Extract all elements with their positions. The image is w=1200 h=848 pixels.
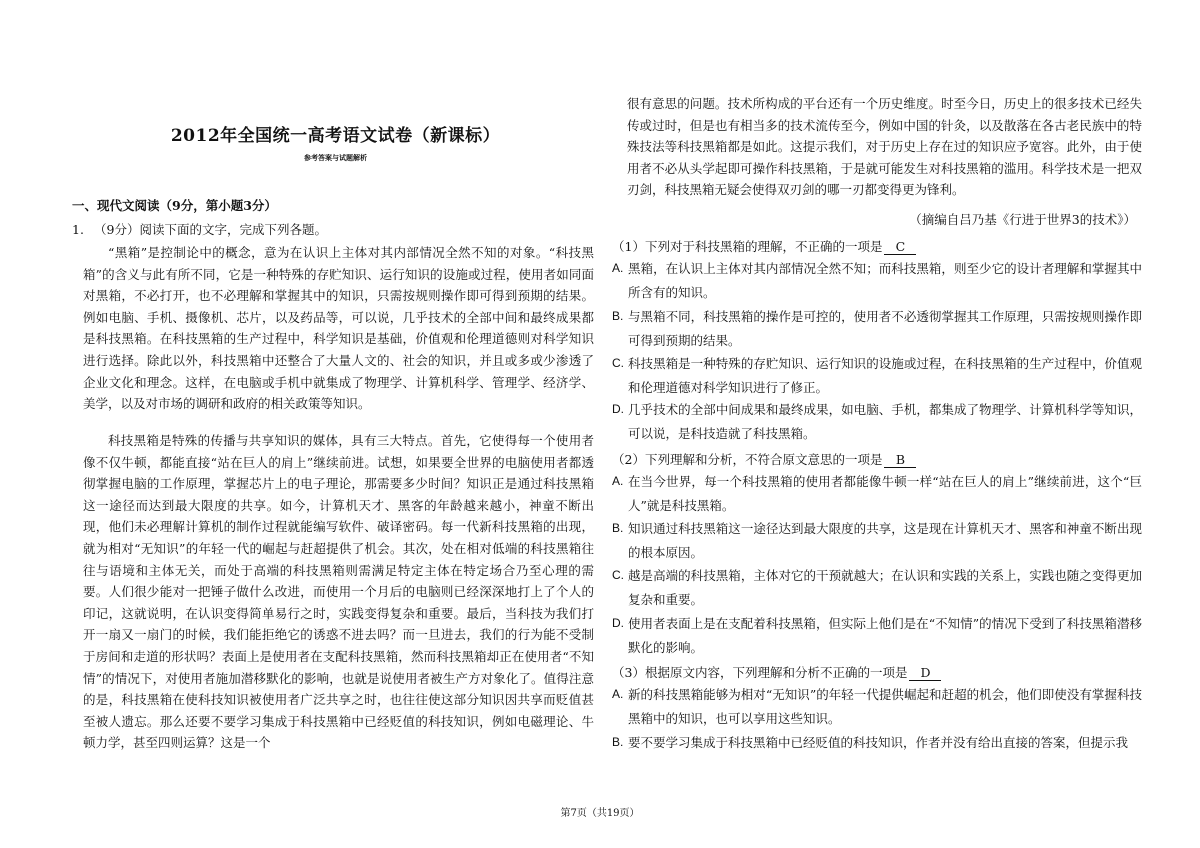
option-letter: A. [612, 261, 624, 275]
question-1-header [72, 220, 327, 238]
option-text: 几乎技术的全部中间成果和最终成果，如电脑、手机，都集成了物理学、计算机科学等知识，可以说，是科技造就了科技黑箱。 [628, 402, 1142, 441]
subquestion-1-stem [612, 237, 916, 255]
page-subtitle: 参考答案与试题解析 [304, 153, 367, 162]
page-footer: 第7页（共19页） [560, 808, 640, 819]
option-c [612, 352, 1142, 399]
option-letter: D. [612, 616, 624, 630]
option-a [612, 470, 1142, 517]
option-letter: B. [612, 521, 624, 535]
page-title: 2012年全国统一高考语文试卷（新课标） [170, 126, 501, 146]
option-text: 知识通过科技黑箱这一途径达到最大限度的共享，这是现在计算机天才、黑客和神童不断出现的根本原因。 [628, 521, 1142, 560]
question-number: 1. [72, 222, 84, 237]
option-text: 越是高端的科技黑箱，主体对它的干预就越大；在认识和实践的关系上，实践也随之变得更加复杂和重要。 [628, 568, 1142, 607]
option-text: 科技黑箱是一种特殊的存贮知识、运行知识的设施或过程，在科技黑箱的生产过程中，价值观和伦理道德对科学知识进行了修正。 [628, 356, 1142, 395]
option-letter: C. [612, 356, 624, 370]
option-a [612, 257, 1142, 304]
passage-source: （摘编自吕乃基《行进于世界3的技术》） [909, 212, 1136, 227]
option-text: 新的科技黑箱能够为相对“无知识”的年轻一代提供崛起和赶超的机会，他们即使没有掌握科技黑箱中的知识，也可以享用这些知识。 [628, 687, 1142, 726]
passage-paragraph-1: “黑箱”是控制论中的概念，意为在认识上主体对其内部情况全然不知的对象。“科技黑箱”的含义与此有所不同，它是一种特殊的存贮知识、运行知识的设施或过程，使用者如同面对黑箱，不必打开，也不必理解和掌握其中的知识，只需按规则操作即可得到预期的结果。例如电脑、手机、摄像机、芯片，以及药品等，可以说，几乎技术的全部中间和最终成果都是科技黑箱。在科技黑箱的生产过程中，科学知识是基础，价值观和伦理道德则对科学知识进行选择。除此以外，科技黑箱中还整合了大量人文的、社会的知识，并且或多或少渗透了企业文化和理念。这样，在电脑或手机中就集成了物理学、计算机科学、管理学、经济学、美学，以及对市场的调研和政府的相关政策等知识。 [83, 245, 594, 412]
option-letter: A. [612, 474, 624, 488]
option-a [612, 683, 1142, 730]
option-text: 使用者表面上是在支配着科技黑箱，但实际上他们是在“不知情”的情况下受到了科技黑箱潜移默化的影响。 [628, 616, 1142, 655]
passage-paragraph-2: 科技黑箱是特殊的传播与共享知识的媒体，具有三大特点。首先，它使得每一个使用者像不仅牛顿，都能直接“站在巨人的肩上”继续前进。试想，如果要全世界的电脑使用者都透彻掌握电脑的工作原理，掌握芯片上的电子理论，那需要多少时间？知识正是通过科技黑箱这一途径而达到最大限度的共享。如今，计算机天才、黑客的年龄越来越小，神童不断出现，他们未必理解计算机的制作过程就能编写软件、破译密码。每一代新科技黑箱的出现，就为相对“无知识”的年轻一代的崛起与赶超提供了机会。其次，处在相对低端的科技黑箱往往与语境和主体无关，而处于高端的科技黑箱则需满足特定主体在特定场合乃至心理的需要。人们很少能对一把锤子做什么改进，而使用一个月后的电脑则已经深深地打上了个人的印记，这就说明，在认识变得简单易行之时，实践变得复杂和重要。最后，当科技为我们打开一扇又一扇门的时候，我们能拒绝它的诱惑不进去吗？而一旦进去，我们的行为能不受制于房间和走道的形状吗？表面上是使用者在支配科技黑箱，然而科技黑箱却正在使用者“不知情”的情况下，对使用者施加潜移默化的影响，也就是说使用者被生产方对象化了。值得注意的是，科技黑箱在使科技知识被使用者广泛共享之时，也往往使这部分知识因共享而贬值甚至被人遗忘。那么还要不要学习集成于科技黑箱中已经贬值的科技知识，例如电磁理论、牛顿力学，甚至四则运算？这是一个 [83, 433, 594, 751]
option-b [612, 517, 1142, 564]
option-b [612, 305, 1142, 352]
section-heading: 一、现代文阅读（9分，第小题3分） [72, 198, 277, 213]
option-text: 要不要学习集成于科技黑箱中已经贬值的科技知识，作者并没有给出直接的答案，但提示我 [628, 735, 1129, 750]
subquestion-text: （1）下列对于科技黑箱的理解，不正确的一项是 [612, 239, 883, 254]
option-text: 在当今世界，每一个科技黑箱的使用者都能像牛顿一样“站在巨人的肩上”继续前进，这个“巨人”就是科技黑箱。 [628, 474, 1142, 513]
option-text: 黑箱，在认识上主体对其内部情况全然不知；而科技黑箱，则至少它的设计者理解和掌握其中所含有的知识。 [628, 261, 1142, 300]
option-letter: C. [612, 568, 624, 582]
answer-blank: D [909, 665, 941, 681]
subquestion-2-stem [612, 450, 916, 468]
answer-blank: C [884, 239, 916, 255]
option-d [612, 398, 1142, 445]
subquestion-text: （2）下列理解和分析，不符合原文意思的一项是 [612, 452, 883, 467]
option-letter: D. [612, 402, 624, 416]
question-instruction: （9分）阅读下面的文字，完成下列各题。 [94, 222, 327, 237]
option-text: 与黑箱不同，科技黑箱的操作是可控的，使用者不必透彻掌握其工作原理，只需按规则操作即可得到预期的结果。 [628, 309, 1142, 348]
passage-paragraph-3: 很有意思的问题。技术所构成的平台还有一个历史维度。时至今日，历史上的很多技术已经失传或过时，但是也有相当多的技术流传至今，例如中国的针灸，以及散落在各古老民族中的特殊技法等科技黑箱都是如此。这提示我们，对于历史上存在过的知识应予宽容。此外，由于使用者不必从头学起即可操作科技黑箱，于是就可能发生对科技黑箱的滥用。科学技术是一把双刃剑，科技黑箱无疑会使得双刃剑的哪一刃都变得更为锋利。 [627, 96, 1142, 198]
option-d [612, 612, 1142, 659]
answer-blank: B [884, 452, 916, 468]
subquestion-text: （3）根据原文内容，下列理解和分析不正确的一项是 [612, 665, 908, 680]
option-b [612, 731, 1142, 755]
option-c [612, 564, 1142, 611]
option-letter: A. [612, 687, 624, 701]
option-letter: B. [612, 735, 624, 749]
subquestion-3-stem [612, 663, 941, 681]
option-letter: B. [612, 309, 624, 323]
